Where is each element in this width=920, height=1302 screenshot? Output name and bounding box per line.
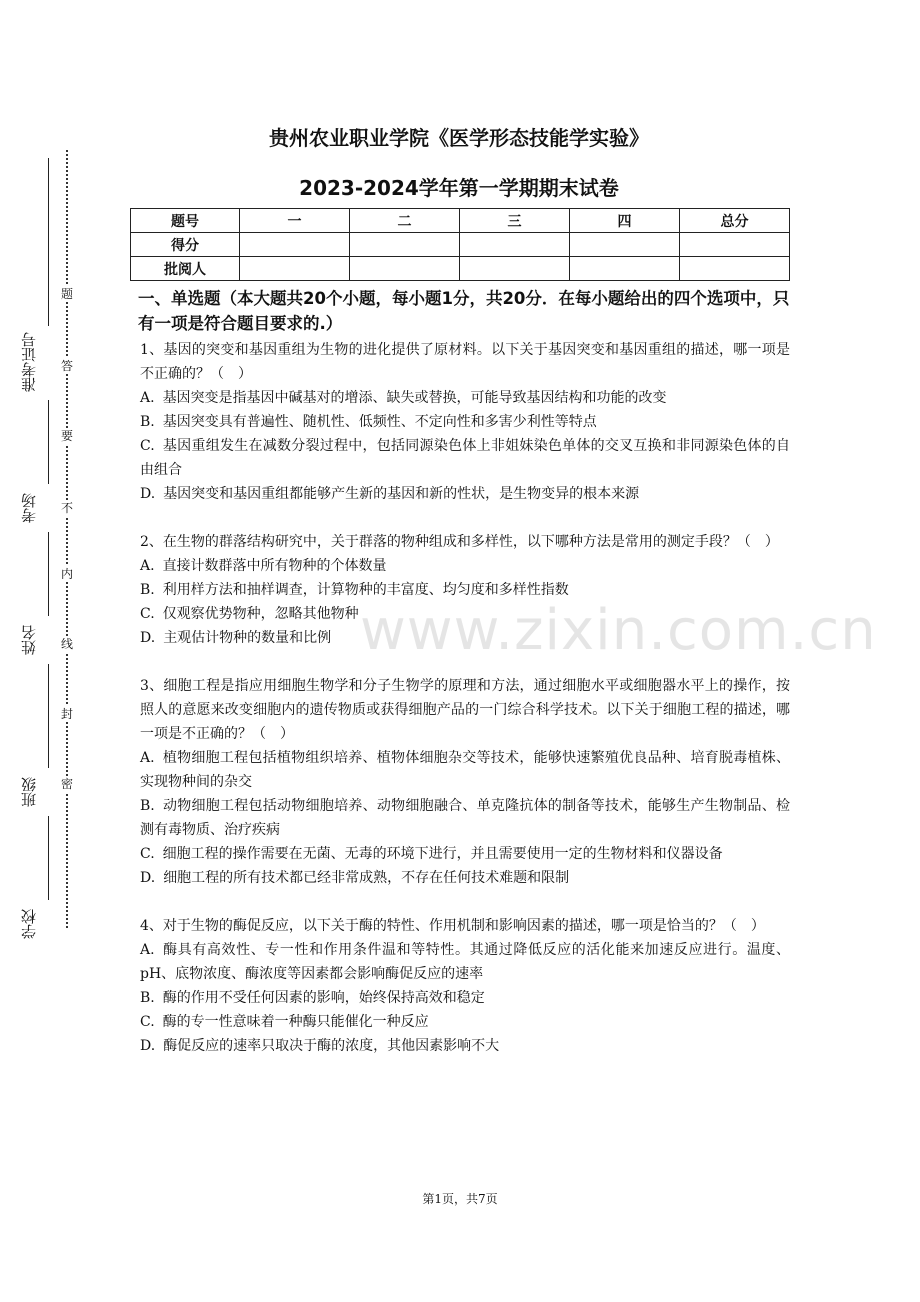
seal-char: 题	[60, 287, 73, 301]
option-text: 植物细胞工程包括植物组织培养、植物体细胞杂交等技术，能够快速繁殖优良品种、培育脱毒植株、实现物种间的杂交	[140, 750, 790, 790]
score-table-header-row	[131, 209, 790, 233]
field-exam-number-wrap	[14, 158, 44, 398]
question	[140, 338, 790, 506]
option	[140, 434, 790, 482]
exam-number-label: 准考证号	[20, 332, 38, 392]
option-text: 基因突变具有普遍性、随机性、低频性、不定向性和多害少利性等特点	[162, 414, 597, 430]
score-header-cell: 二	[350, 209, 460, 233]
option-letter: A.	[140, 750, 155, 766]
seal-char: 内	[60, 567, 73, 581]
field-class	[14, 664, 44, 814]
option	[140, 1034, 790, 1058]
school-label: 学校	[20, 909, 38, 939]
option-text: 酶的专一性意味着一种酶只能催化一种反应	[162, 1014, 429, 1030]
option-text: 仅观察优势物种，忽略其他物种	[162, 606, 359, 622]
reviewer-cell[interactable]	[570, 257, 680, 281]
option-text: 直接计数群落中所有物种的个体数量	[162, 558, 387, 574]
reviewer-cell[interactable]	[680, 257, 790, 281]
option-text: 基因突变是指基因中碱基对的增添、缺失或替换，可能导致基因结构和功能的改变	[162, 390, 667, 406]
score-row	[131, 233, 790, 257]
option	[140, 410, 790, 434]
option	[140, 746, 790, 794]
score-table	[130, 208, 790, 281]
name-label: 姓名	[20, 625, 38, 655]
seal-char: 答	[60, 359, 73, 373]
seal-char: 封	[60, 707, 73, 721]
option-letter: B.	[140, 990, 155, 1006]
question-stem: 3、细胞工程是指应用细胞生物学和分子生物学的原理和方法，通过细胞水平或细胞器水平上的操作，按照人的意愿来改变细胞内的遗传物质或获得细胞产品的一门综合科学技术。以下关于细胞工程的描述，哪一项是不正确的？（ ）	[140, 678, 790, 742]
question	[140, 674, 790, 890]
seal-dotted-line	[66, 150, 68, 928]
watermark: www.zixin.com.cn	[360, 598, 877, 663]
option-letter: C.	[140, 1014, 155, 1030]
score-header-cell: 题号	[131, 209, 240, 233]
option-text: 利用样方法和抽样调查，计算物种的丰富度、均匀度和多样性指数	[162, 582, 569, 598]
option-letter: D.	[140, 630, 156, 646]
option-letter: B.	[140, 582, 155, 598]
seal-char: 线	[60, 637, 73, 651]
seal-char: 要	[60, 429, 73, 443]
score-header-cell: 四	[570, 209, 680, 233]
question	[140, 914, 790, 1058]
score-cell[interactable]	[680, 233, 790, 257]
option-letter: B.	[140, 414, 155, 430]
option-letter: D.	[140, 486, 156, 502]
score-cell[interactable]	[570, 233, 680, 257]
option-text: 酶促反应的速率只取决于酶的浓度，其他因素影响不大	[163, 1038, 500, 1054]
option-letter: D.	[140, 870, 156, 886]
score-cell[interactable]	[350, 233, 460, 257]
reviewer-cell[interactable]	[460, 257, 570, 281]
page-footer: 第1页，共7页	[422, 1192, 498, 1206]
seal-char: 密	[60, 777, 73, 791]
score-cell[interactable]	[240, 233, 350, 257]
question-stem: 4、对于生物的酶促反应，以下关于酶的特性、作用机制和影响因素的描述，哪一项是恰当的？（ ）	[140, 918, 765, 934]
option	[140, 482, 790, 506]
class-label: 班级	[20, 777, 38, 807]
option	[140, 938, 790, 986]
field-school	[14, 816, 44, 946]
option	[140, 794, 790, 842]
option-text: 细胞工程的所有技术都已经非常成熟，不存在任何技术难题和限制	[163, 870, 570, 886]
score-header-cell: 三	[460, 209, 570, 233]
field-exam-room	[14, 400, 44, 530]
seal-char: 不	[60, 501, 73, 515]
question-stem: 1、基因的突变和基因重组为生物的进化提供了原材料。以下关于基因突变和基因重组的描述，哪一项是不正确的？（ ）	[140, 342, 790, 382]
option-letter: C.	[140, 438, 155, 454]
option-letter: C.	[140, 606, 155, 622]
option-text: 动物细胞工程包括动物细胞培养、动物细胞融合、单克隆抗体的制备等技术，能够生产生物制品、检测有毒物质、治疗疾病	[140, 798, 790, 838]
exam-title: 贵州农业职业学院《医学形态技能学实验》	[269, 126, 649, 150]
option-text: 细胞工程的操作需要在无菌、无毒的环境下进行，并且需要使用一定的生物材料和仪器设备	[162, 846, 723, 862]
section-title: 一、单选题（本大题共20个小题，每小题1分，共20分．在每小题给出的四个选项中，只有一项是符合题目要求的.）	[138, 289, 790, 333]
class-blank[interactable]	[48, 664, 49, 768]
option-letter: A.	[140, 558, 155, 574]
option	[140, 986, 790, 1010]
question-stem: 2、在生物的群落结构研究中，关于群落的物种组成和多样性，以下哪种方法是常用的测定手段？（ ）	[140, 534, 779, 550]
score-row-label: 得分	[131, 233, 240, 257]
exam-room-blank[interactable]	[48, 400, 49, 484]
reviewer-row-label: 批阅人	[131, 257, 240, 281]
option	[140, 866, 790, 890]
score-header-cell: 一	[240, 209, 350, 233]
school-blank[interactable]	[48, 816, 49, 900]
field-name	[14, 532, 44, 662]
option-letter: D.	[140, 1038, 156, 1054]
option	[140, 554, 790, 578]
option-letter: A.	[140, 942, 155, 958]
option-letter: C.	[140, 846, 155, 862]
option-text: 主观估计物种的数量和比例	[163, 630, 332, 646]
option-text: 基因重组发生在减数分裂过程中，包括同源染色体上非姐妹染色单体的交叉互换和非同源染色体的自由组合	[140, 438, 790, 478]
option-text: 基因突变和基因重组都能够产生新的基因和新的性状，是生物变异的根本来源	[163, 486, 640, 502]
exam-subtitle: 2023-2024学年第一学期期末试卷	[299, 176, 619, 200]
reviewer-cell[interactable]	[240, 257, 350, 281]
score-cell[interactable]	[460, 233, 570, 257]
option-letter: A.	[140, 390, 155, 406]
exam-room-label: 考场	[20, 493, 38, 523]
reviewer-cell[interactable]	[350, 257, 460, 281]
option	[140, 386, 790, 410]
option-text: 酶的作用不受任何因素的影响，始终保持高效和稳定	[162, 990, 485, 1006]
score-header-cell: 总分	[680, 209, 790, 233]
exam-content	[140, 286, 790, 1058]
option	[140, 842, 790, 866]
reviewer-row	[131, 257, 790, 281]
option-letter: B.	[140, 798, 155, 814]
option-text: 酶具有高效性、专一性和作用条件温和等特性。其通过降低反应的活化能来加速反应进行。温度、pH、底物浓度、酶浓度等因素都会影响酶促反应的速率	[140, 942, 790, 982]
exam-number-blank[interactable]	[48, 158, 49, 326]
option	[140, 1010, 790, 1034]
name-blank[interactable]	[48, 532, 49, 616]
